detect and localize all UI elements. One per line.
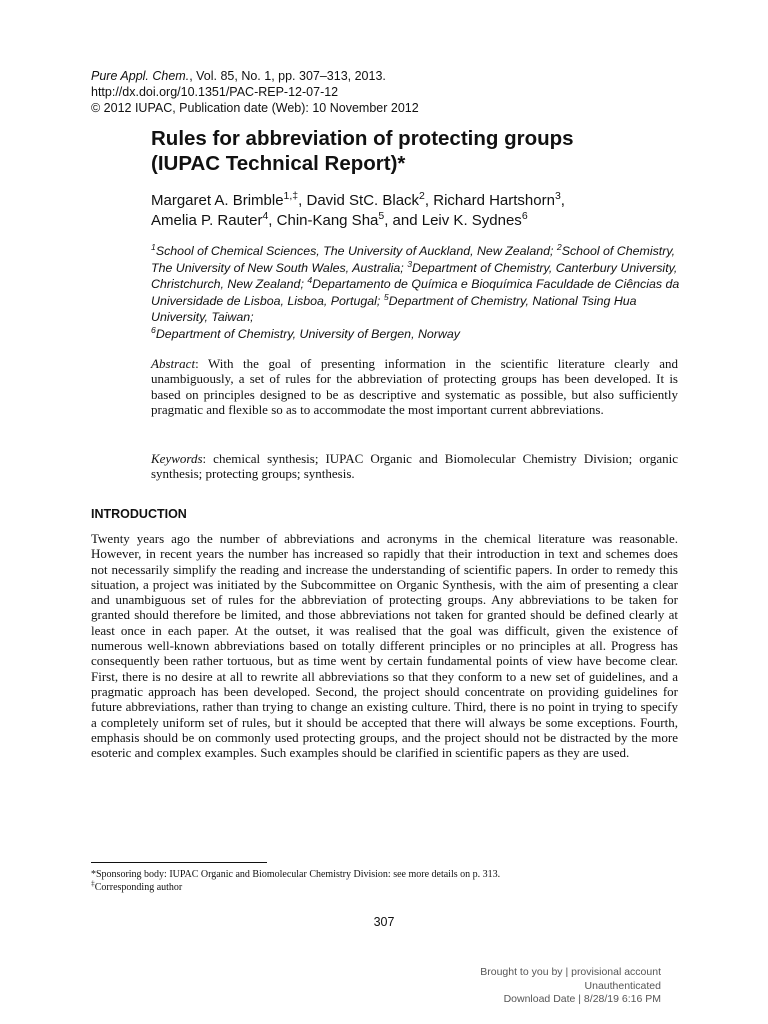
access-line-3: Download Date | 8/28/19 6:16 PM (503, 993, 661, 1005)
author-name: David StC. Black (306, 192, 420, 209)
affiliation-number: 2 (556, 241, 562, 252)
author-affiliation-mark: 2 (419, 190, 425, 202)
keywords-text: : chemical synthesis; IUPAC Organic and Biomolecular Chemistry Division; organic synthesis; protecting groups; synthesis. (151, 451, 678, 482)
citation-details: , Vol. 85, No. 1, pp. 307–313, 2013. (189, 69, 386, 83)
access-line-1: Brought to you by | provisional account (480, 966, 661, 978)
affiliation-text: School of Chemistry, The University of New South Wales, Australia; (151, 244, 676, 275)
affiliation-number: 6 (151, 324, 156, 335)
footnote-divider (91, 862, 267, 863)
introduction-paragraph: Twenty years ago the number of abbreviations and acronyms in the chemical literature was reasonable. However, in recent years the number has increased so rapidly that their introduction in text and schemes does not necessarily simplify the reading and increase the understanding of scientific papers. In order to remedy this situation, a project was initiated by the Subcommittee on Organic Synthesis, with the aim of presenting a clear and unambiguous set of rules for the abbreviation of protecting groups. Any abbreviations to be taken for granted should therefore be limited, and those abbreviations not taken for granted should be defined clearly at least once in each paper. At the outset, it was realised that the goal was difficult, given the existence of numerous well-known abbreviations based on totally different principles or no principles at all. Progress has consequently been rather tortuous, but as time went by certain fundamental points of view have become clear. First, there is no desire at all to rewrite all abbreviations so that they conform to a new set of guidelines, and a pragmatic approach has been developed. Second, the project should concentrate on providing guidelines for future abbreviations, rather than trying to change an existing culture. Third, there is no point in trying to specify a completely uniform set of rules, but it should be accepted that there will always be some exceptions. Fourth, emphasis should be on commonly used protecting groups, and the project should not be distracted by the more esoteric and complex examples. Such examples should be clarified in scientific papers as they are used. (91, 531, 678, 761)
keywords-label: Keywords (151, 451, 203, 466)
affiliation-text: Department of Chemistry, Canterbury University, Christchurch, New Zealand; (151, 260, 678, 291)
affiliation-number: 3 (407, 258, 413, 269)
footnote-corresponding (91, 878, 681, 894)
author-name: Chin-Kang Sha (276, 212, 379, 229)
author-list (151, 191, 711, 231)
abstract (151, 356, 678, 417)
journal-name: Pure Appl. Chem. (91, 69, 190, 83)
author-separator: , (298, 192, 307, 209)
article-title (151, 126, 711, 176)
affiliation-number: 4 (307, 274, 313, 285)
author-separator: , (424, 192, 434, 209)
affiliation-number: 1 (151, 241, 156, 252)
author-line-1 (151, 191, 711, 211)
affiliations (151, 243, 691, 342)
author-affiliation-mark: 6 (521, 210, 528, 222)
journal-header (91, 68, 691, 116)
author-separator: , (560, 192, 565, 209)
author-separator: , and (384, 212, 422, 229)
author-affiliation-mark: 3 (554, 190, 561, 202)
doi-link[interactable]: http://dx.doi.org/10.1351/PAC-REP-12-07-12 (91, 85, 339, 99)
title-line-2: (IUPAC Technical Report)* (151, 152, 406, 175)
footnote-sponsor: *Sponsoring body: IUPAC Organic and Biomolecular Chemistry Division: see more details on p. 313. (91, 869, 501, 880)
affiliation-text: Department of Chemistry, University of Bergen, Norway (155, 326, 460, 341)
section-heading-introduction: INTRODUCTION (91, 507, 187, 521)
author-name: Leiv K. Sydnes (421, 212, 522, 229)
title-line-1: Rules for abbreviation of protecting groups (151, 127, 574, 150)
citation-line (91, 68, 691, 84)
author-line-2 (151, 211, 711, 231)
author-name: Amelia P. Rauter (151, 212, 263, 229)
abstract-text: : With the goal of presenting information in the scientific literature clearly and unambiguously, a set of rules for the abbreviation of protecting groups has been developed. It is based on principles designed to be as descriptive and systematic as possible, but also sufficiently pragmatic and flexible so as to accommodate the most important current abbreviations. (151, 356, 678, 417)
footnote-mark: ‡ (91, 878, 95, 888)
page-number: 307 (373, 915, 395, 929)
keywords (151, 451, 678, 482)
author-name: Richard Hartshorn (433, 192, 555, 209)
footnote-corresponding-text: Corresponding author (94, 882, 183, 893)
access-watermark (420, 966, 661, 1007)
author-affiliation-mark: 5 (378, 210, 385, 222)
access-line-2: Unauthenticated (584, 979, 661, 992)
affiliation-text: Departamento de Química e Bioquímica Faculdade de Ciências da Universidade de Lisboa, Lisboa, Portugal; (151, 277, 680, 308)
author-affiliation-mark: 4 (262, 210, 269, 222)
abstract-label: Abstract (151, 356, 196, 371)
affiliation-number: 5 (383, 291, 389, 302)
affiliation-text: Department of Chemistry, National Tsing Hua University, Taiwan; (151, 293, 637, 324)
author-affiliation-mark: 1,‡ (283, 190, 299, 202)
affiliation-text: School of Chemical Sciences, The University of Auckland, New Zealand; (155, 244, 557, 258)
footnotes (91, 868, 681, 894)
author-name: Margaret A. Brimble (151, 192, 284, 209)
author-separator: , (268, 212, 277, 229)
copyright-line: © 2012 IUPAC, Publication date (Web): 10 November 2012 (91, 101, 419, 115)
